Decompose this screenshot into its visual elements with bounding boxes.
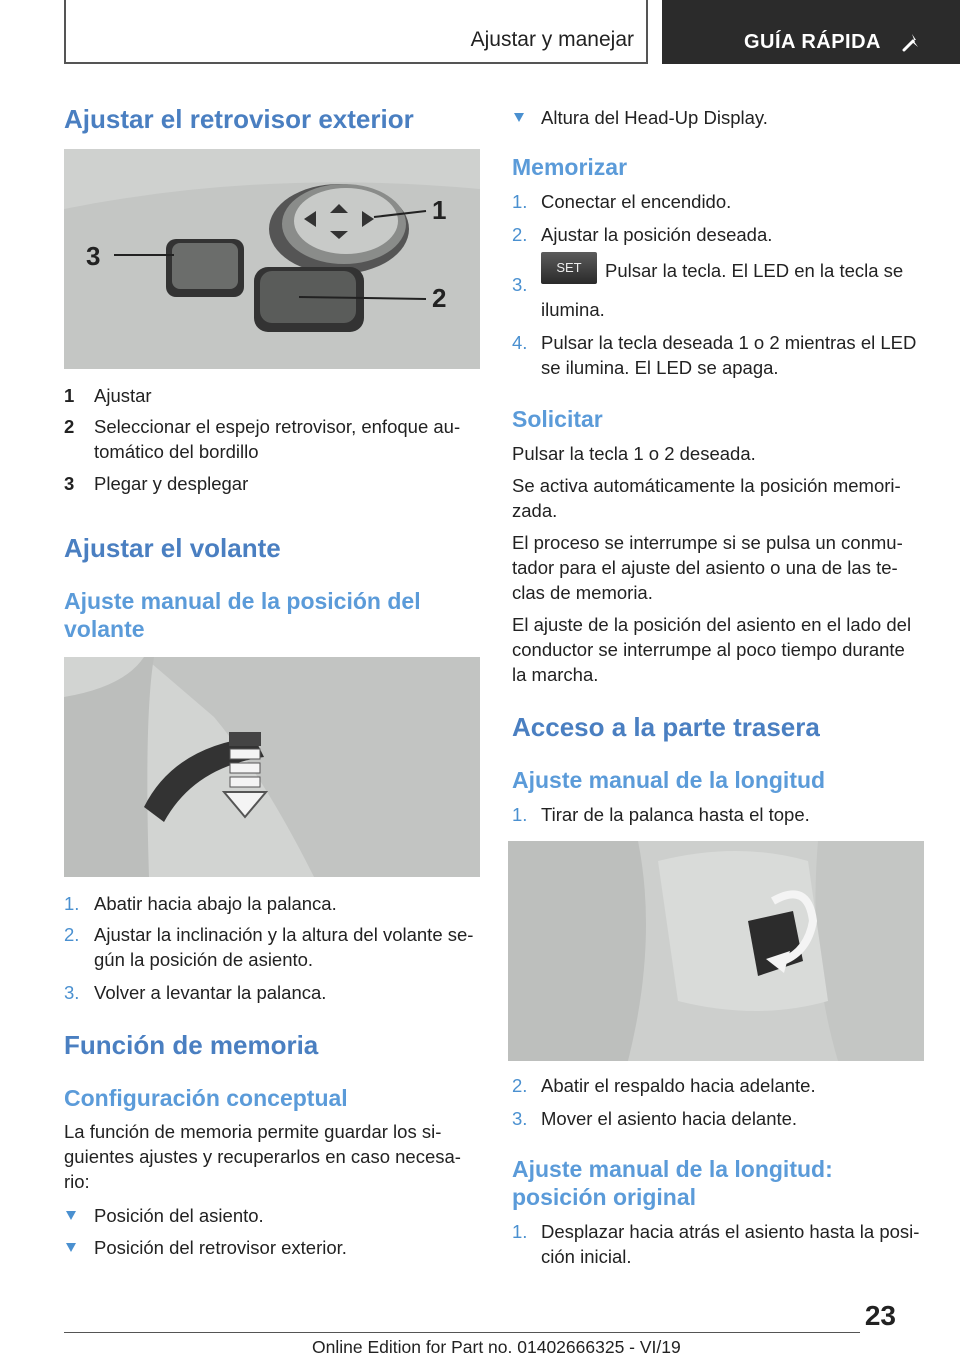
mirror-item-text: Plegar y desplegar — [94, 473, 249, 494]
mirror-item-text: tomático del bordillo — [94, 441, 259, 462]
memorize-step-text: Ajustar la posición deseada. — [541, 224, 773, 245]
memorize-step-text: Pulsar la tecla. El LED en la tecla se — [605, 259, 904, 281]
memorize-step-text: se ilumina. El LED se apaga. — [541, 357, 779, 378]
length-step-text: Abatir el respaldo hacia adelante. — [541, 1075, 816, 1096]
concept-bullet: Posición del retrovisor exterior. — [94, 1237, 347, 1258]
bullet-triangle-icon — [66, 1243, 76, 1252]
wheel-step-text: gún la posición de asiento. — [94, 949, 314, 970]
bullet-triangle-icon — [514, 113, 524, 122]
wheel-step-text: Ajustar la inclinación y la altura del volante se‐ — [94, 924, 474, 945]
wheel-step-number: 1. — [64, 893, 80, 914]
wheel-step-number: 2. — [64, 924, 80, 945]
bullet-triangle-icon — [66, 1211, 76, 1220]
steering-lever-illustration — [64, 657, 480, 877]
original-step-number: 1. — [512, 1221, 528, 1242]
footer-edition-text: Online Edition for Part no. 01402666325 - VI/19 — [312, 1337, 681, 1357]
request-text: El ajuste de la posición del asiento en el lado del — [512, 614, 912, 635]
concept-subtitle: Configuración conceptual — [64, 1085, 348, 1111]
set-button-icon: SET — [541, 252, 597, 284]
request-text: conductor se interrumpe al poco tiempo durante — [512, 639, 905, 660]
mirror-callout-3: 3 — [86, 241, 101, 271]
memorize-step-number: 2. — [512, 224, 528, 245]
quick-guide-label: GUÍA RÁPIDA — [744, 31, 881, 53]
original-subtitle: posición original — [512, 1184, 697, 1210]
request-text: tador para el ajuste del asiento o una de las te‐ — [512, 557, 898, 578]
length-subtitle: Ajuste manual de la longitud — [512, 767, 826, 793]
page-number: 23 — [864, 1300, 896, 1331]
request-text: El proceso se interrumpe si se pulsa un conmu‐ — [512, 532, 903, 553]
request-text: Pulsar la tecla 1 o 2 deseada. — [512, 443, 756, 464]
footer-divider — [64, 1332, 860, 1333]
length-step-number: 1. — [512, 804, 528, 825]
mirror-controls-illustration — [64, 149, 480, 369]
original-subtitle: Ajuste manual de la longitud: — [512, 1156, 833, 1182]
request-text: Se activa automáticamente la posición memori‐ — [512, 475, 901, 496]
length-step-number: 2. — [512, 1075, 528, 1096]
original-step-text: Desplazar hacia atrás el asiento hasta la posi‐ — [541, 1221, 920, 1242]
mirror-section-title: Ajustar el retrovisor exterior — [64, 104, 414, 134]
wheel-step-text: Abatir hacia abajo la palanca. — [94, 893, 337, 914]
memorize-step-text: Pulsar la tecla deseada 1 o 2 mientras el LED — [541, 332, 917, 353]
seat-lever-illustration — [508, 841, 924, 1061]
length-step-number: 3. — [512, 1108, 528, 1129]
memorize-step-text: ilumina. — [541, 299, 605, 320]
request-text: zada. — [512, 500, 558, 521]
concept-text: guientes ajustes y recuperarlos en caso necesa‐ — [64, 1146, 461, 1167]
length-step-text: Tirar de la palanca hasta el tope. — [541, 804, 810, 825]
mirror-item-number: 2 — [64, 416, 75, 437]
concept-text: La función de memoria permite guardar los si‐ — [64, 1121, 442, 1142]
memory-section-title: Función de memoria — [64, 1030, 319, 1060]
rear-access-title: Acceso a la parte trasera — [512, 712, 820, 742]
hud-bullet: Altura del Head-Up Display. — [541, 107, 768, 128]
original-step-text: ción inicial. — [541, 1246, 632, 1267]
wheel-step-number: 3. — [64, 982, 80, 1003]
lightning-wrench-icon — [902, 30, 924, 52]
memorize-step3-line — [541, 256, 903, 288]
mirror-item-text: Ajustar — [94, 385, 152, 406]
quick-guide-tab[interactable] — [662, 0, 960, 64]
wheel-step-text: Volver a levantar la palanca. — [94, 982, 327, 1003]
mirror-callout-1: 1 — [432, 195, 447, 225]
memorize-step-number: 3. — [512, 274, 528, 295]
wheel-subtitle: Ajuste manual de la posición del — [64, 588, 421, 614]
memorize-title: Memorizar — [512, 154, 628, 180]
header-section-title: Ajustar y manejar — [470, 28, 634, 51]
request-text: la marcha. — [512, 664, 599, 685]
length-step-text: Mover el asiento hacia delante. — [541, 1108, 798, 1129]
wheel-subtitle: volante — [64, 616, 145, 642]
mirror-item-number: 3 — [64, 473, 75, 494]
concept-text: rio: — [64, 1171, 90, 1192]
mirror-item-number: 1 — [64, 385, 75, 406]
memorize-step-number: 4. — [512, 332, 528, 353]
request-text: clas de memoria. — [512, 582, 653, 603]
memorize-step-text: Conectar el encendido. — [541, 191, 732, 212]
request-title: Solicitar — [512, 406, 603, 432]
concept-bullet: Posición del asiento. — [94, 1205, 264, 1226]
mirror-callout-2: 2 — [432, 283, 447, 313]
wheel-section-title: Ajustar el volante — [64, 533, 281, 563]
mirror-item-text: Seleccionar el espejo retrovisor, enfoque au‐ — [94, 416, 461, 437]
memorize-step-number: 1. — [512, 191, 528, 212]
